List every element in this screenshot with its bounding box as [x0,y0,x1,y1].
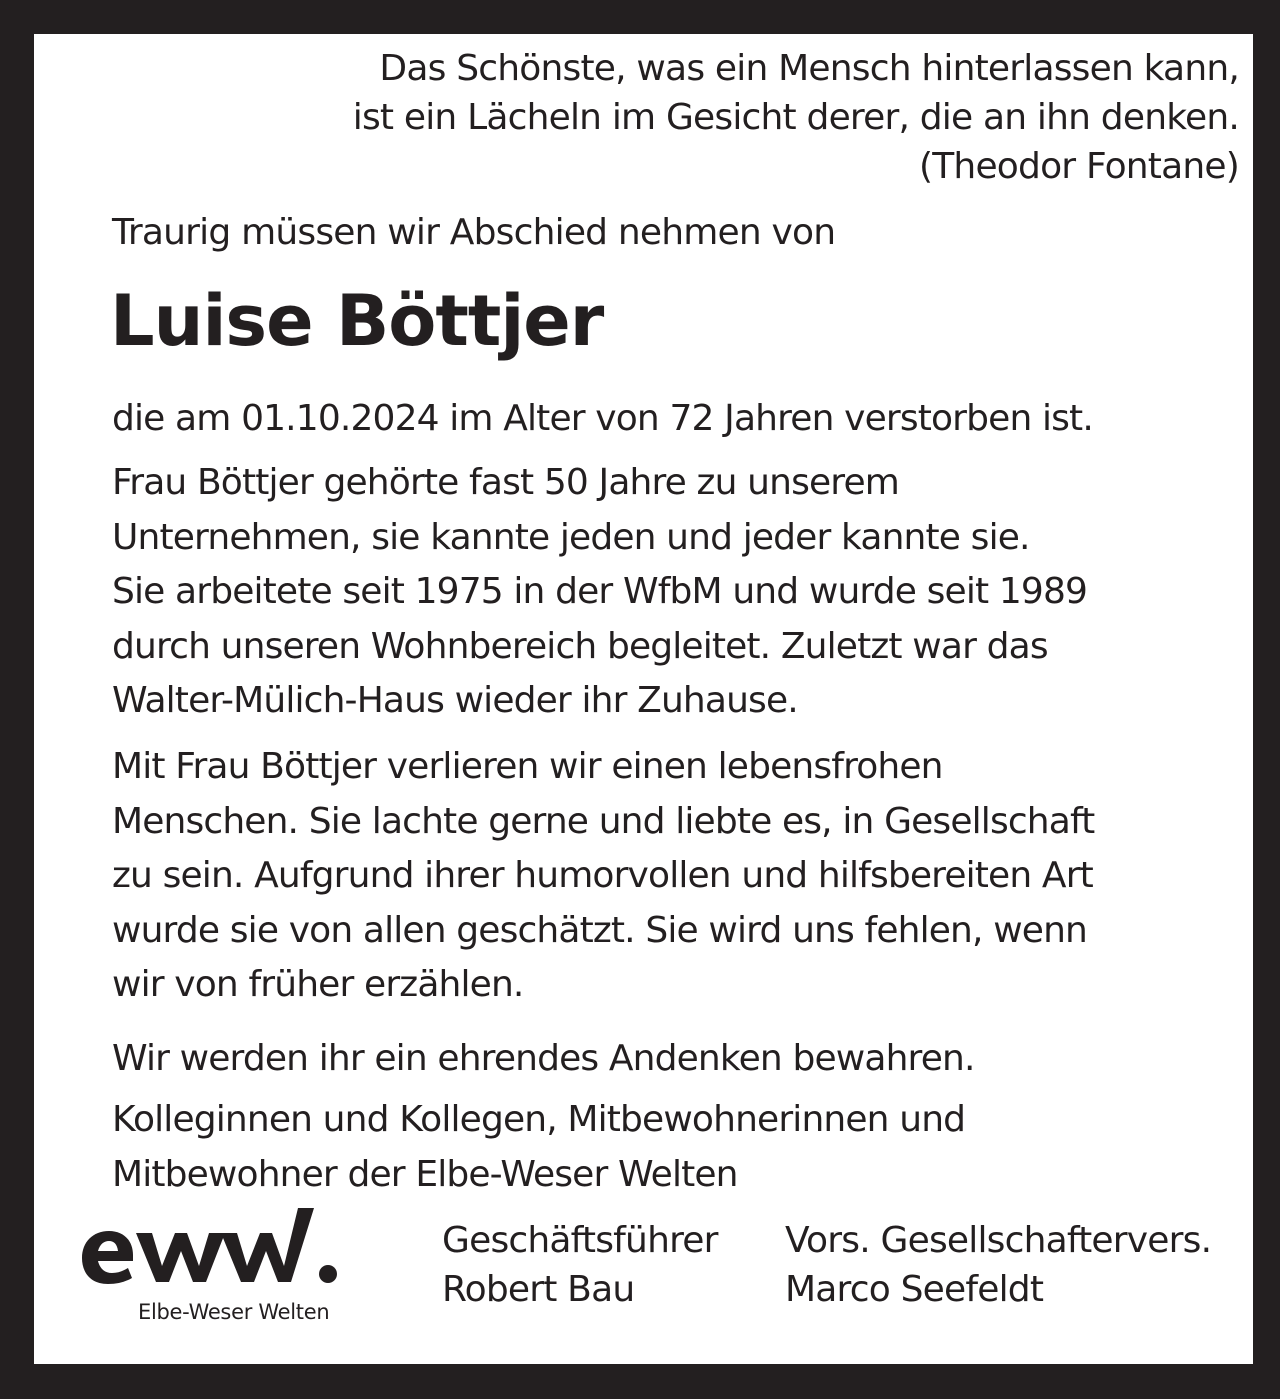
paragraph-line: Unternehmen, sie kannte jeden und jeder kannte sie. [112,516,1030,558]
signature-chairman [785,1216,1211,1314]
signature-name: Robert Bau [442,1269,635,1310]
quote-author: (Theodor Fontane) [919,146,1239,187]
signature-role: Vors. Gesellschaftervers. [785,1220,1212,1261]
paragraph-line: Menschen. Sie lachte gerne und liebte es, in Gesellschaft [112,800,1095,842]
mourners [112,1093,965,1202]
signature-role: Geschäftsführer [442,1220,718,1261]
eww-logo [78,1206,408,1336]
paragraph-line: wurde sie von allen geschätzt. Sie wird uns fehlen, wenn [112,909,1088,951]
paragraph-line: Sie arbeitete seit 1975 in der WfbM und wurde seit 1989 [112,571,1088,612]
mourners-line: Mitbewohner der Elbe-Weser Welten [112,1153,738,1195]
paragraph-line: Walter-Mülich-Haus wieder ihr Zuhause. [112,680,798,721]
signature-managing-director [442,1216,718,1314]
paragraph-line: wir von früher erzählen. [112,964,524,1005]
eww-logo-mark [78,1206,348,1296]
quote-line: ist ein Lächeln im Gesicht derer, die an ihn denken. [352,97,1239,138]
deceased-name: Luise Böttjer [110,280,604,362]
mourners-line: Kolleginnen und Kollegen, Mitbewohnerinnen und [112,1099,966,1140]
paragraph-career [112,456,1087,729]
intro-text: Traurig müssen wir Abschied nehmen von [112,212,836,253]
closing-line: Wir werden ihr ein ehrendes Andenken bewahren. [112,1038,975,1079]
paragraph-line: zu sein. Aufgrund ihrer humorvollen und hilfsbereiten Art [112,855,1093,896]
obituary-notice [34,34,1253,1364]
paragraph-line: Mit Frau Böttjer verlieren wir einen lebensfrohen [112,746,943,787]
death-line: die am 01.10.2024 im Alter von 72 Jahren verstorben ist. [112,398,1093,439]
paragraph-line: durch unseren Wohnbereich begleitet. Zuletzt war das [112,625,1048,667]
signature-name: Marco Seefeldt [785,1269,1044,1310]
paragraph-character [112,740,1094,1013]
logo-caption: Elbe-Weser Welten [138,1300,330,1324]
paragraph-line: Frau Böttjer gehörte fast 50 Jahre zu unserem [112,462,899,503]
epigraph-quote [353,44,1239,191]
quote-line: Das Schönste, was ein Mensch hinterlassen kann, [379,48,1239,89]
